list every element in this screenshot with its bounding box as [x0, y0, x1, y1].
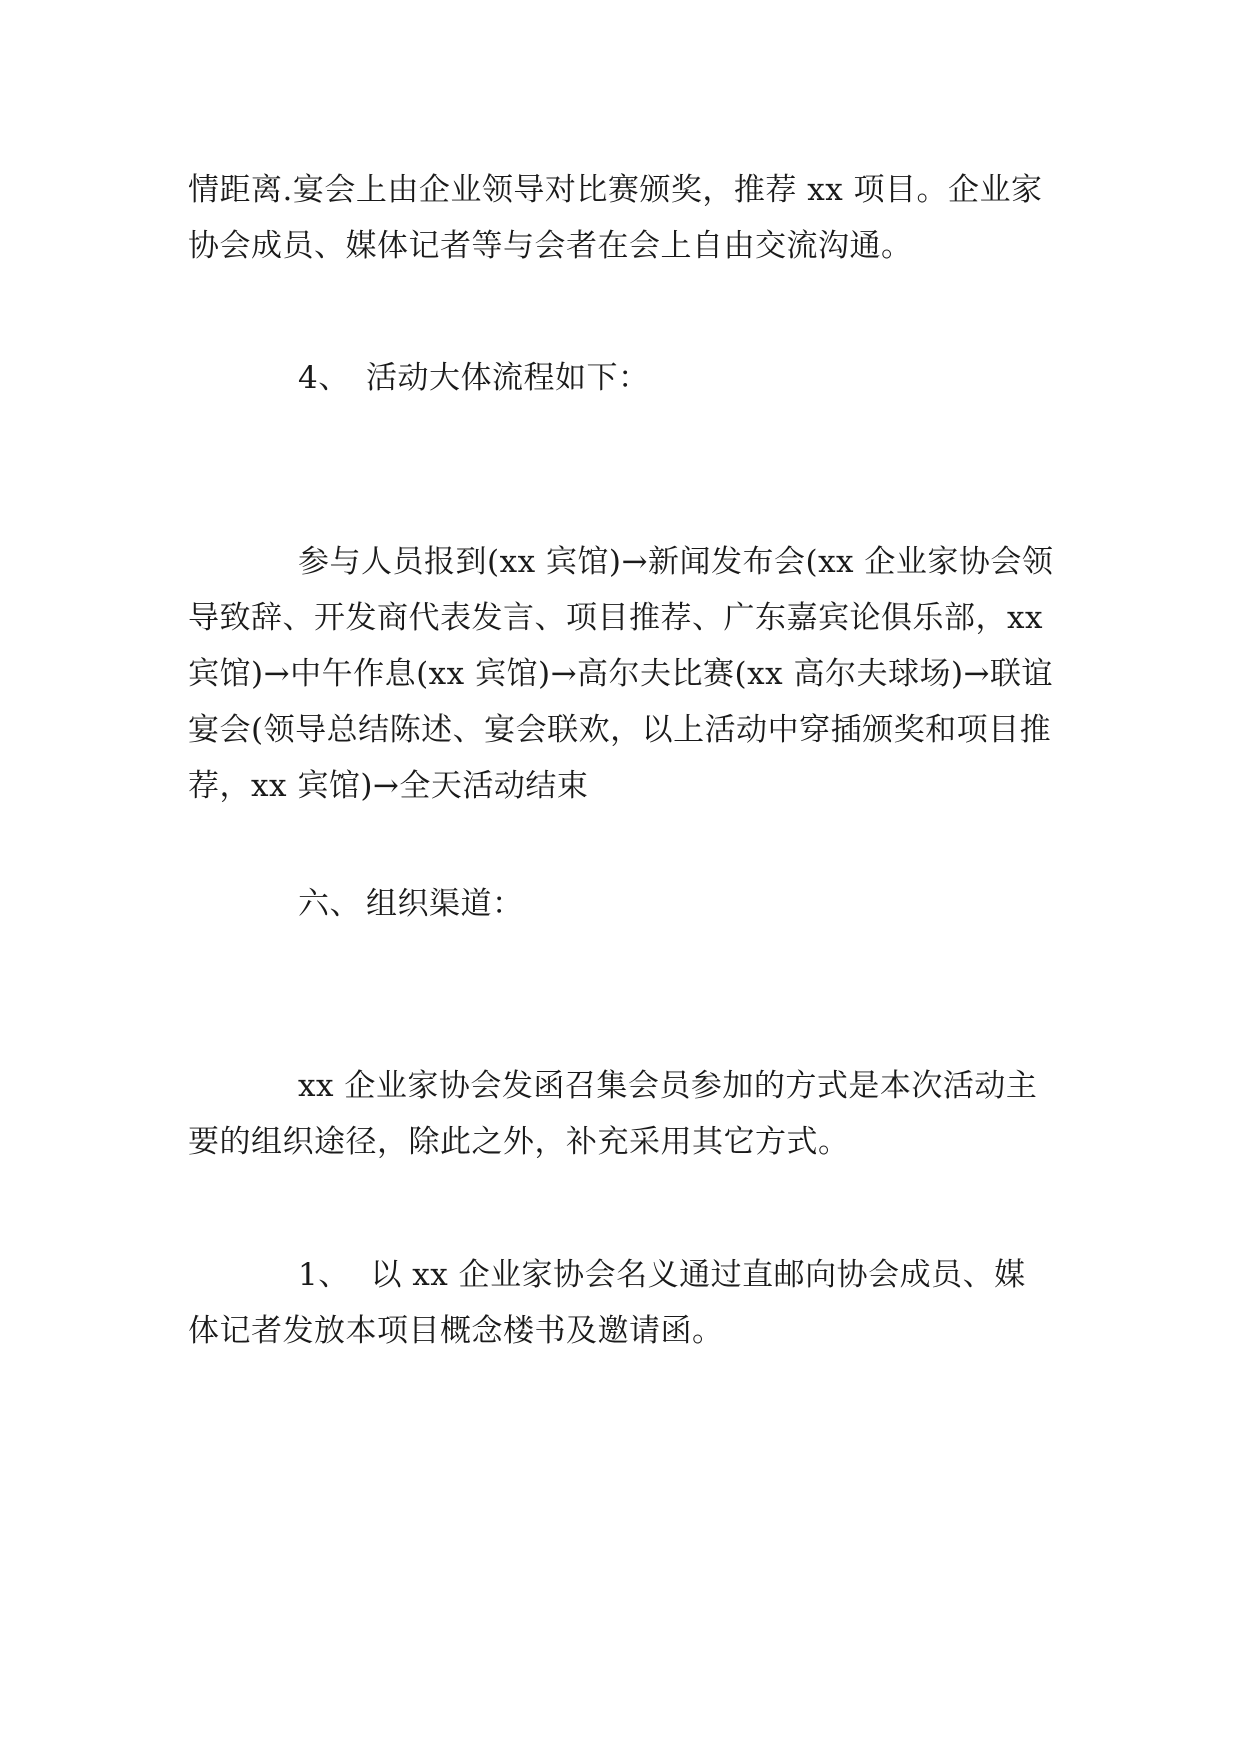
direct-mail-number: 1、: [298, 1257, 350, 1293]
paragraph-organization: xx 企业家协会发函召集会员参加的方式是本次活动主要的组织途径，除此之外，补充采用其它方式。: [188, 1068, 1038, 1160]
heading-activity-flow-number: 4、: [298, 360, 350, 396]
heading-activity-flow: [298, 350, 650, 406]
heading-activity-flow-text: 活动大体流程如下：: [366, 360, 650, 396]
paragraph-direct-mail: [188, 1247, 1054, 1359]
paragraph-banquet: 情距离.宴会上由企业领导对比赛颁奖，推荐 xx 项目。企业家协会成员、媒体记者等与会者在会上自由交流沟通。: [188, 172, 1043, 264]
heading-organization-channels-text: 组织渠道：: [366, 886, 524, 922]
heading-organization-channels: [298, 876, 524, 932]
paragraph-activity-flow: 参与人员报到(xx 宾馆)→新闻发布会(xx 企业家协会领导致辞、开发商代表发言、项目推荐、广东嘉宾论俱乐部，xx 宾馆)→中午作息(xx 宾馆)→高尔夫比赛(xx 高尔夫球场)→联谊宴会(领导总结陈述、宴会联欢，以上活动中穿插颁奖和项目推荐，xx 宾馆)→全天活动结束: [188, 544, 1054, 804]
direct-mail-text: 以 xx 企业家协会名义通过直邮向协会成员、媒体记者发放本项目概念楼书及邀请函。: [188, 1257, 1026, 1349]
heading-organization-channels-number: 六、: [298, 886, 361, 922]
